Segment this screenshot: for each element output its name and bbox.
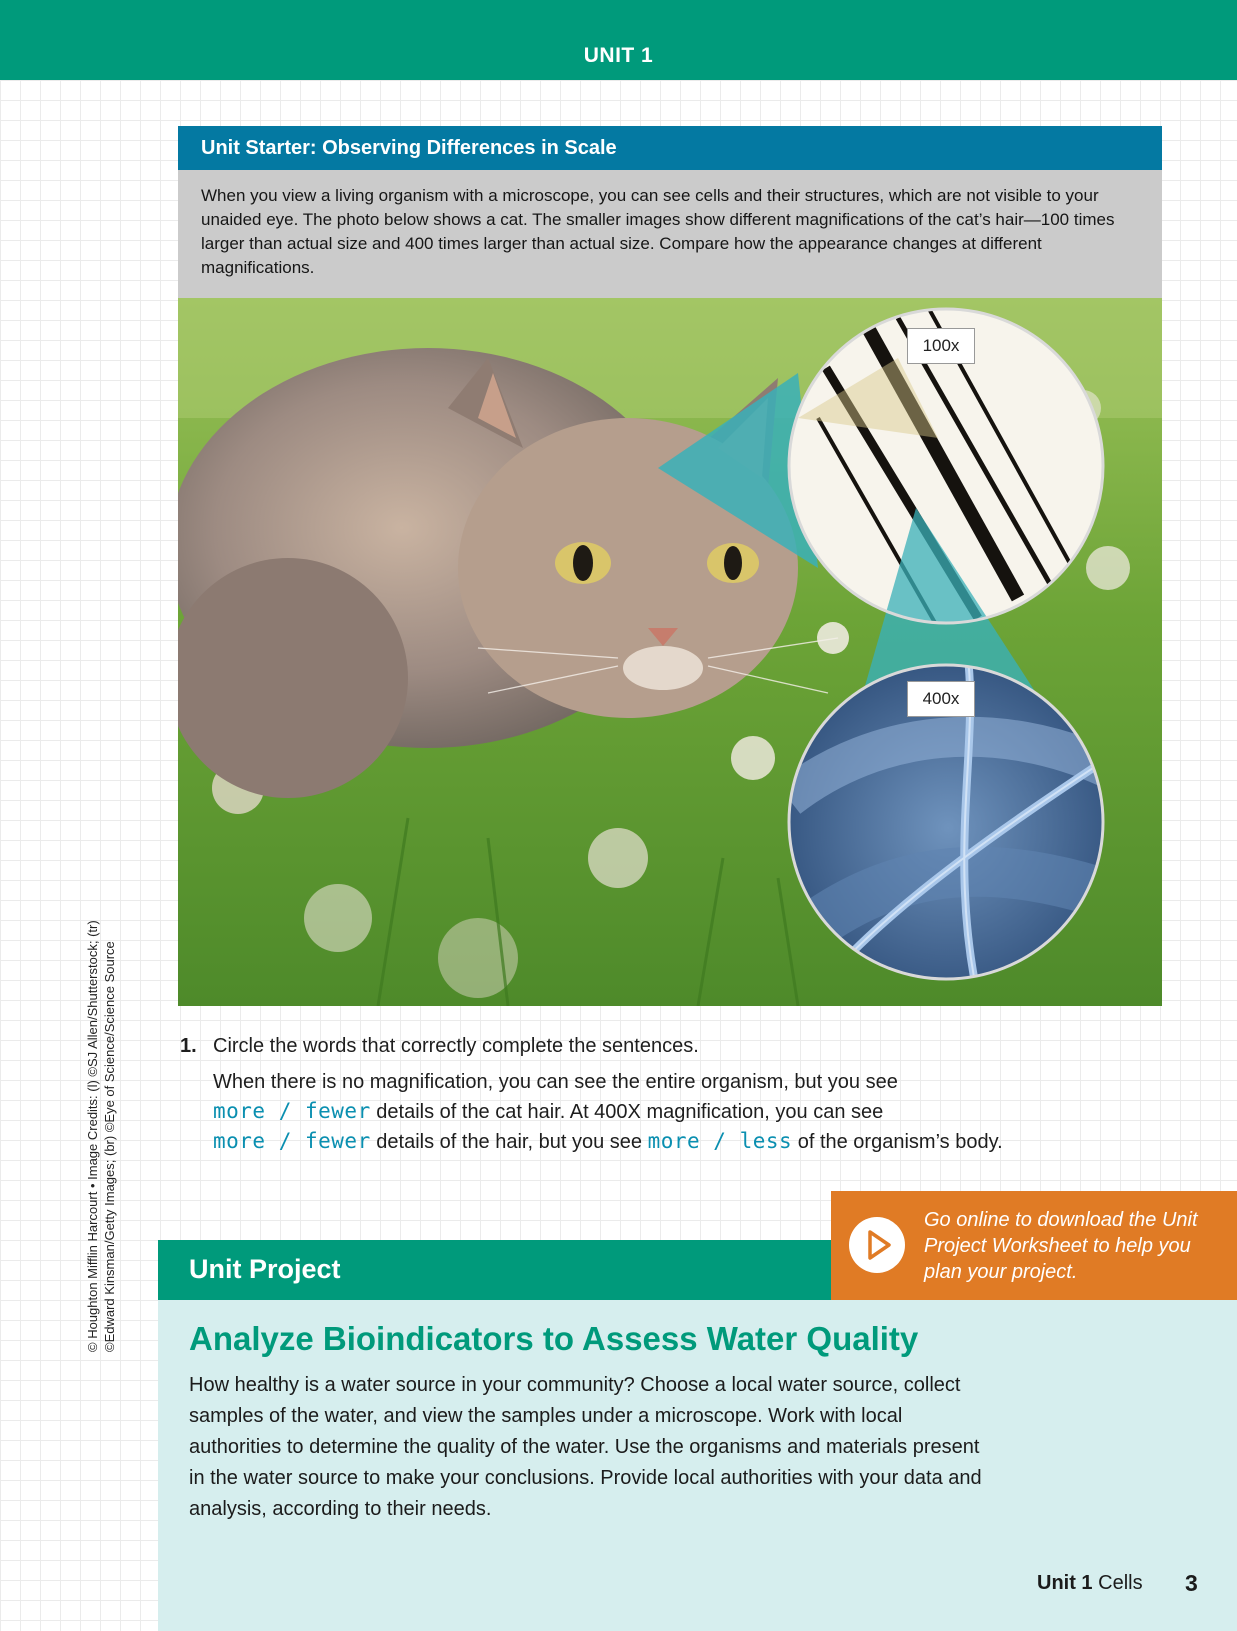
question-number: 1. (180, 1035, 197, 1057)
choice-more-fewer-2[interactable]: more / fewer (213, 1129, 371, 1153)
unit-starter-title: Unit Starter: Observing Differences in Scale (178, 126, 1162, 170)
question-prompt: Circle the words that correctly complete the sentences. (213, 1035, 699, 1057)
unit-project-band (158, 1240, 831, 1300)
footer-section: Cells (1098, 1572, 1143, 1594)
image-credits: © Houghton Mifflin Harcourt • Image Credits: (l) ©SJ Allen/Shutterstock; (tr) ©Edward Kinsman/Getty Images; (br) ©Eye of Science/Science Source (85, 920, 117, 1352)
sentence-part-3: details of the hair, but you see (370, 1131, 648, 1153)
unit-header-bar (0, 0, 1237, 80)
unit-label: UNIT 1 (583, 44, 654, 67)
sentence-part-2: details of the cat hair. At 400X magnification, you can see (370, 1101, 884, 1123)
sentence-part-1: When there is no magnification, you can see the entire organism, but you see (213, 1071, 898, 1093)
magnification-100x-label: 100x (907, 328, 975, 364)
play-icon[interactable] (849, 1217, 905, 1273)
cat-illustration (178, 298, 1162, 1006)
page-number: 3 (1185, 1570, 1198, 1596)
go-online-text: Go online to download the Unit Project Worksheet to help you plan your project. (924, 1209, 1198, 1283)
magnification-400x-label: 400x (907, 681, 975, 717)
unit-project-label: Unit Project (189, 1254, 341, 1284)
sentence-part-4: of the organism’s body. (792, 1131, 1003, 1153)
choice-more-fewer-1[interactable]: more / fewer (213, 1099, 371, 1123)
question-body (213, 1068, 1073, 1157)
unit-starter-intro: When you view a living organism with a microscope, you can see cells and their structures, which are not visible to your unaided eye. The photo below shows a cat. The smaller images show different magnifications of the cat’s hair—100 times larger than actual size and 400 times larger than actual size. Compare how the appearance changes at different magnifications. (178, 170, 1162, 300)
project-description: How healthy is a water source in your community? Choose a local water source, collect samples of the water, and view the samples under a microscope. Work with local authorities to determine the quality of the water. Use the organisms and materials present in the water source to make your conclusions. Provide local authorities with your data and analysis, according to their needs. (189, 1374, 982, 1520)
unit-starter-box (178, 126, 1162, 300)
go-online-callout[interactable] (831, 1191, 1237, 1300)
page-footer (1037, 1570, 1198, 1596)
project-title: Analyze Bioindicators to Assess Water Quality (189, 1320, 919, 1357)
footer-unit: Unit 1 (1037, 1572, 1093, 1594)
cat-photo-figure (178, 298, 1162, 1006)
choice-more-less[interactable]: more / less (647, 1129, 793, 1153)
